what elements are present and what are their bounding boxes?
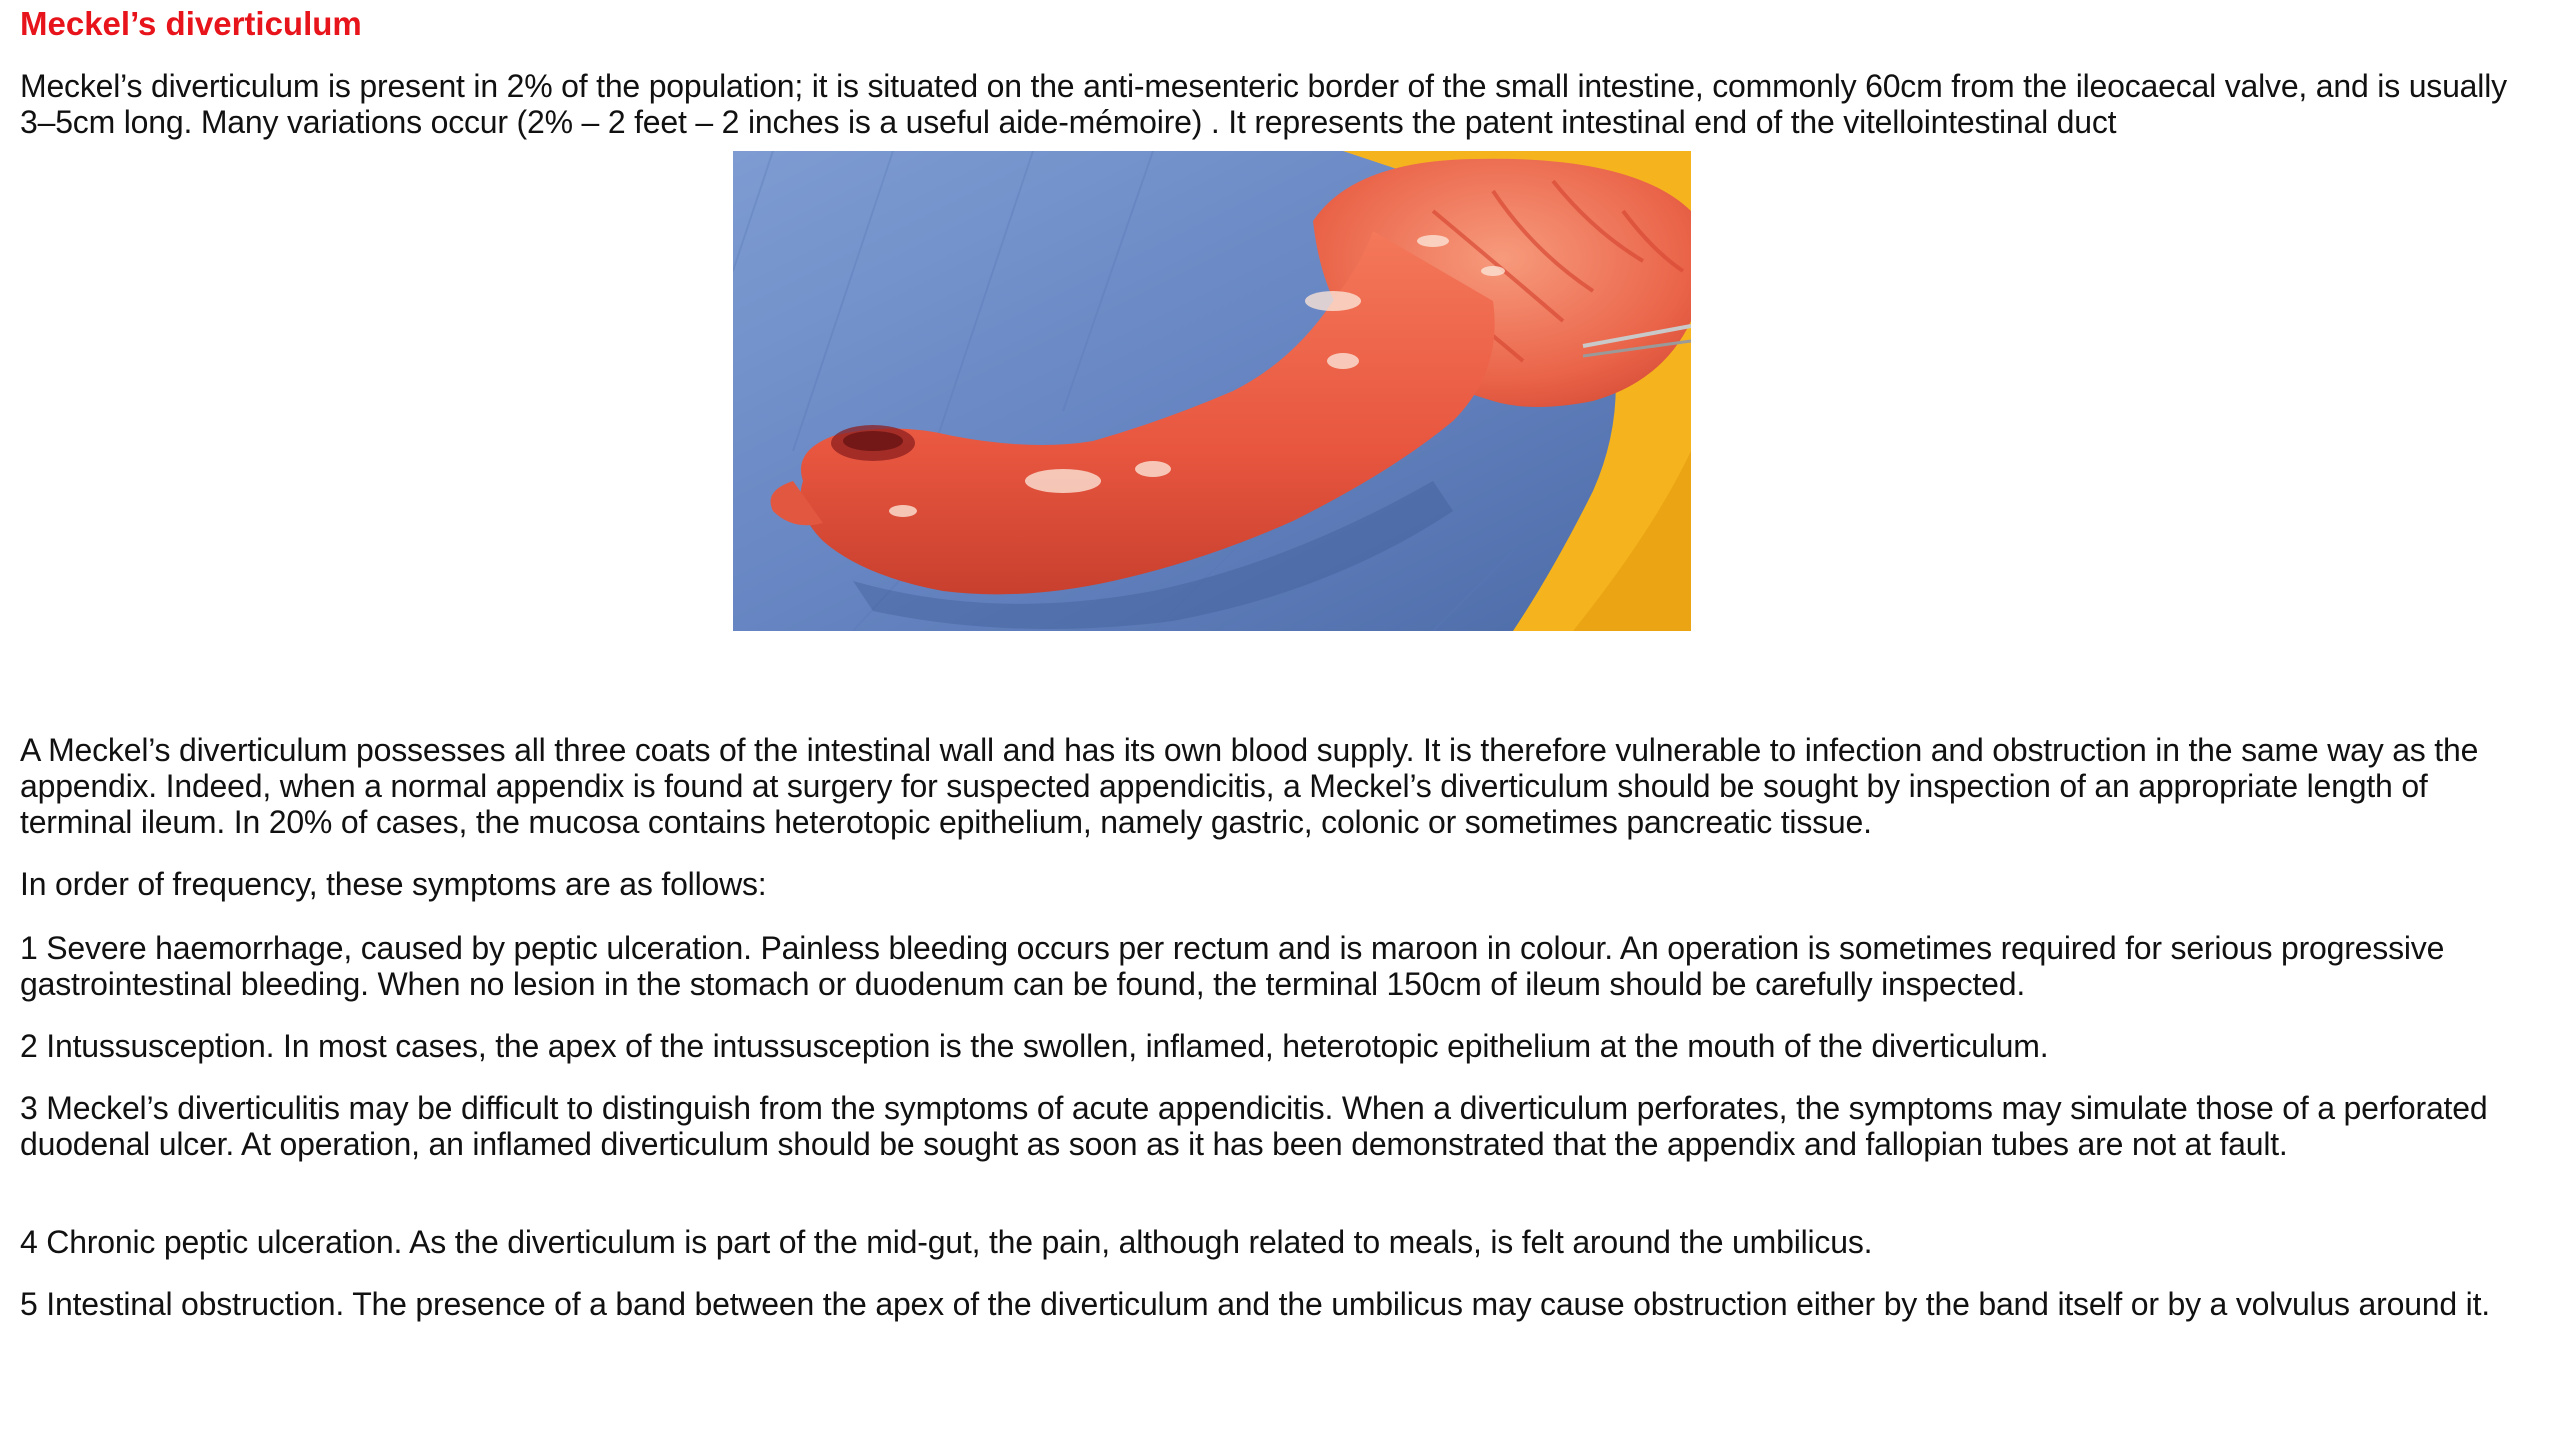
specimen-photo	[733, 151, 1691, 631]
symptom-item-2: 2 Intussusception. In most cases, the apex of the intussusception is the swollen, inflamed, heterotopic epithelium at the mouth of the diverticulum.	[20, 1028, 2049, 1064]
intro-paragraph: Meckel’s diverticulum is present in 2% of the population; it is situated on the anti-mesenteric border of the small intestine, commonly 60cm from the ileocaecal valve, and is usually 3–5cm long. Many variations occur (2% – 2 feet – 2 inches is a useful aide-mémoire) . It represents the patent intestinal end of the vitellointestinal duct	[20, 68, 2507, 140]
symptom-item-1: 1 Severe haemorrhage, caused by peptic ulceration. Painless bleeding occurs per rectum and is maroon in colour. An operation is sometimes required for serious progressive gastrointestinal bleeding. When no lesion in the stomach or duodenum can be found, the terminal 150cm of ileum should be carefully inspected.	[20, 930, 2445, 1002]
slide-title: Meckel’s diverticulum	[20, 5, 362, 42]
order-paragraph: In order of frequency, these symptoms are as follows:	[20, 866, 767, 902]
coats-paragraph: A Meckel’s diverticulum possesses all three coats of the intestinal wall and has its own blood supply. It is therefore vulnerable to infection and obstruction in the same way as the appendix. Indeed, when a normal appendix is found at surgery for suspected appendicitis, a Meckel’s diverticulum should be sought by inspection of an appropriate length of terminal ileum. In 20% of cases, the mucosa contains heterotopic epithelium, namely gastric, colonic or sometimes pancreatic tissue.	[20, 732, 2479, 840]
symptom-item-3: 3 Meckel’s diverticulitis may be difficult to distinguish from the symptoms of acute appendicitis. When a diverticulum perforates, the symptoms may simulate those of a perforated duodenal ulcer. At operation, an inflamed diverticulum should be sought as soon as it has been demonstrated that the appendix and fallopian tubes are not at fault.	[20, 1090, 2488, 1162]
symptom-item-5: 5 Intestinal obstruction. The presence of a band between the apex of the diverticulum and the umbilicus may cause obstruction either by the band itself or by a volvulus around it.	[20, 1286, 2490, 1322]
symptom-item-4: 4 Chronic peptic ulceration. As the diverticulum is part of the mid-gut, the pain, although related to meals, is felt around the umbilicus.	[20, 1224, 1873, 1260]
